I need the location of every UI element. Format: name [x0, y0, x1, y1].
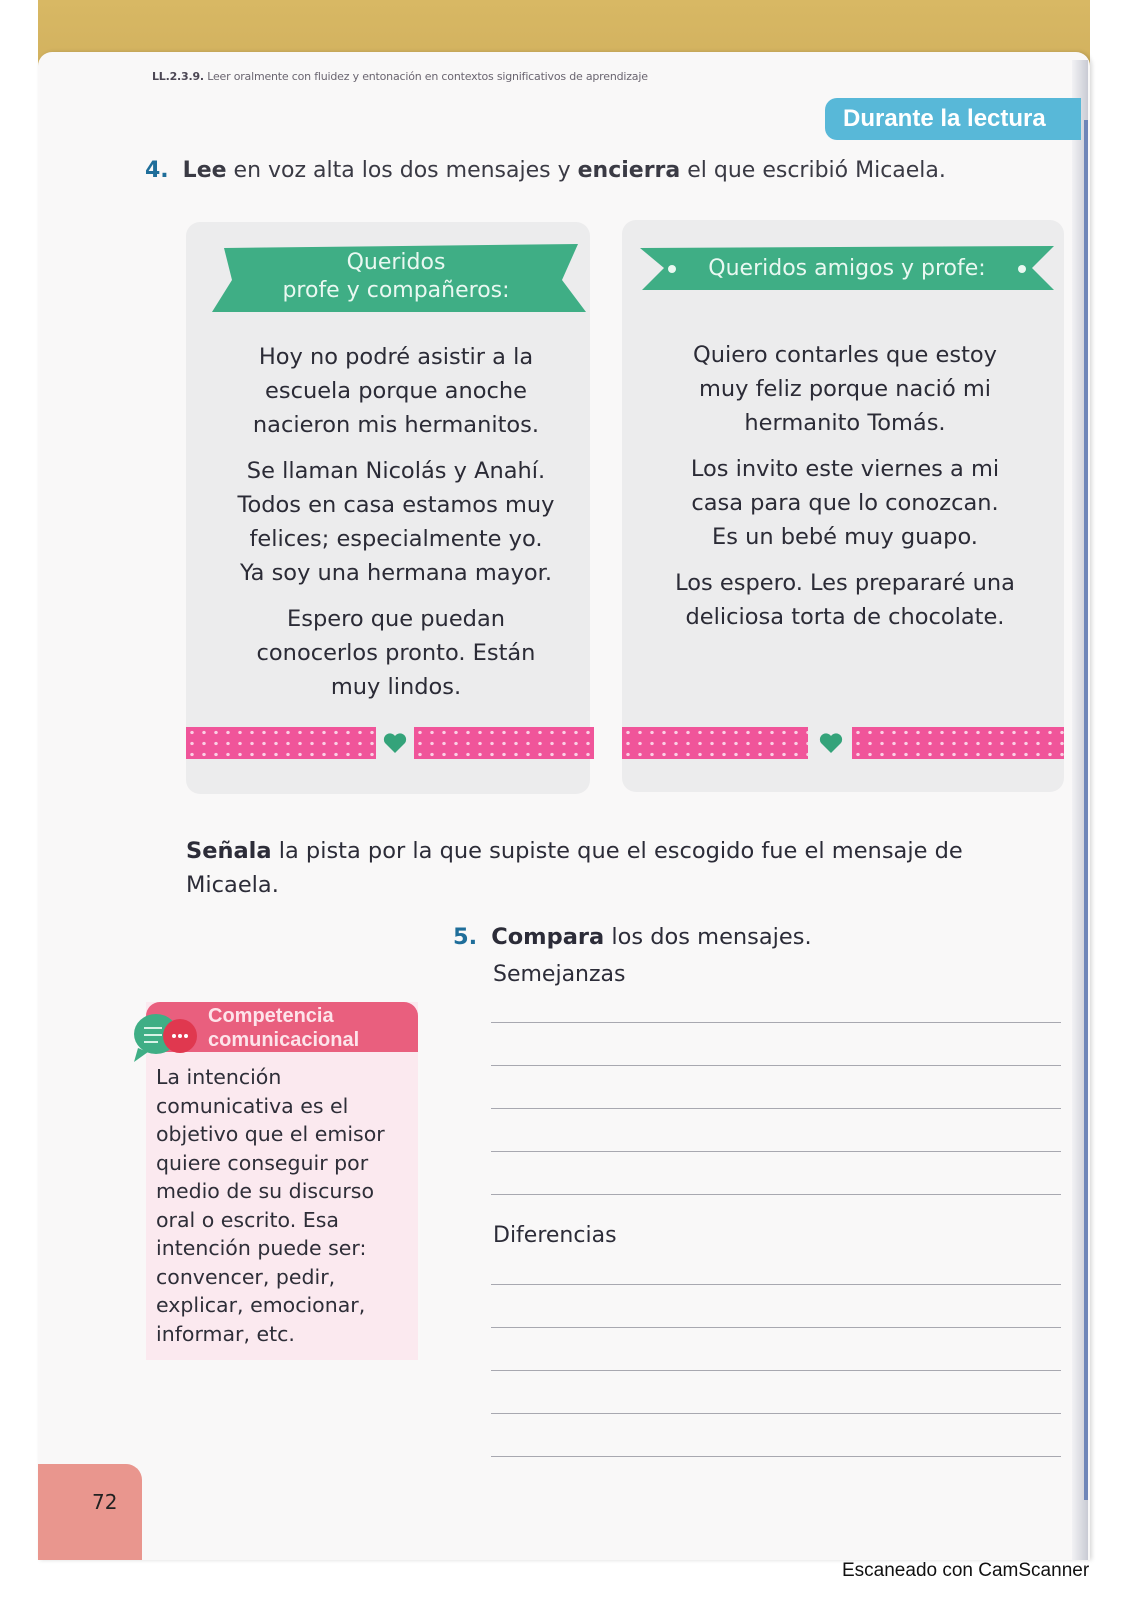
page-number-box — [38, 1464, 142, 1560]
text-line: explicar, emocionar, — [156, 1293, 366, 1317]
message-1-heading-ribbon — [206, 240, 586, 314]
text-line: conocerlos pronto. Están — [256, 640, 536, 666]
similarities-writing-line[interactable] — [491, 1065, 1061, 1066]
question-4-text-a: en voz alta los dos mensajes y — [226, 158, 578, 183]
question-5-number: 5. — [453, 924, 478, 950]
similarities-label: Semejanzas — [493, 962, 626, 987]
differences-writing-line[interactable] — [491, 1413, 1061, 1414]
text-line: Es un bebé muy guapo. — [712, 524, 978, 550]
differences-writing-line[interactable] — [491, 1456, 1061, 1457]
text-line: informar, etc. — [156, 1321, 295, 1346]
text-line: felices; especialmente yo. — [249, 526, 543, 552]
similarities-writing-line[interactable] — [491, 1151, 1061, 1152]
text-line: muy feliz porque nació mi — [698, 376, 992, 402]
competencia-title-line-2: comunicacional — [208, 1029, 360, 1051]
question-4-verb-read: Lee — [182, 158, 227, 183]
message-1-paragraph — [206, 602, 586, 704]
differences-writing-line[interactable] — [491, 1327, 1061, 1328]
text-line: objetivo que el emisor — [156, 1122, 385, 1146]
skill-standard — [152, 70, 648, 83]
text-line: La intención — [156, 1065, 282, 1089]
text-line: intención puede ser: — [156, 1236, 367, 1260]
tape-right — [414, 727, 594, 759]
differences-writing-line[interactable] — [491, 1284, 1061, 1285]
text-line: Espero que puedan — [287, 606, 505, 632]
text-line: deliciosa torta de chocolate. — [685, 604, 1005, 630]
message-2-heading-ribbon — [640, 244, 1054, 294]
message-2-pink-tape — [622, 727, 1064, 759]
message-1-body — [206, 340, 586, 716]
heart-icon — [382, 731, 408, 755]
skill-code: LL.2.3.9. — [152, 70, 204, 83]
question-5 — [453, 924, 812, 950]
text-line: Ya soy una hermana mayor. — [240, 560, 552, 586]
senala-text: la pista por la que supiste que el escogido fue el mensaje de Micaela. — [186, 838, 963, 898]
tape-left — [186, 727, 376, 759]
senala-verb: Señala — [186, 838, 272, 864]
competencia-text — [156, 1063, 412, 1348]
question-5-text: los dos mensajes. — [604, 924, 812, 950]
text-line: Los espero. Les prepararé una — [675, 570, 1015, 596]
text-line: medio de su discurso — [156, 1179, 374, 1203]
text-line: oral o escrito. Esa — [156, 1207, 339, 1232]
message-2-body — [640, 338, 1050, 646]
heart-icon — [818, 731, 844, 755]
text-line: nacieron mis hermanitos. — [252, 412, 540, 438]
text-line: convencer, pedir, — [156, 1264, 336, 1289]
similarities-writing-line[interactable] — [491, 1022, 1061, 1023]
competencia-title — [208, 1004, 359, 1052]
question-4 — [145, 158, 946, 183]
differences-writing-line[interactable] — [491, 1370, 1061, 1371]
text-line: muy lindos. — [330, 674, 462, 700]
text-line: Todos en casa estamos muy — [237, 492, 555, 518]
question-4-verb-circle: encierra — [577, 158, 681, 183]
scanner-watermark: Escaneado con CamScanner — [842, 1560, 1090, 1581]
tape-left — [622, 727, 808, 759]
message-1-pink-tape — [186, 727, 594, 759]
similarities-writing-line[interactable] — [491, 1194, 1061, 1195]
text-line: Los invito este viernes a mi — [690, 456, 1000, 482]
message-1-heading-line-1: Queridos — [346, 250, 446, 275]
text-line: escuela porque anoche — [265, 378, 527, 404]
message-1-paragraph — [206, 340, 586, 442]
scan-margin — [0, 0, 38, 1600]
similarities-writing-line[interactable] — [491, 1108, 1061, 1109]
senala-instruction — [186, 834, 1046, 902]
text-line: comunicativa es el — [156, 1093, 349, 1118]
section-tag: Durante la lectura — [825, 98, 1081, 140]
differences-label: Diferencias — [493, 1223, 617, 1248]
skill-text: Leer oralmente con fluidez y entonación en contextos significativos de aprendizaje — [207, 70, 648, 83]
question-4-number: 4. — [145, 158, 169, 183]
question-5-verb: Compara — [491, 924, 605, 950]
message-2-paragraph — [640, 338, 1050, 440]
text-line: casa para que lo conozcan. — [691, 490, 999, 516]
page-edge-line — [1084, 120, 1088, 1500]
message-2-paragraph — [640, 566, 1050, 634]
tape-right — [852, 727, 1064, 759]
message-2-heading: Queridos amigos y profe: — [708, 256, 986, 281]
text-line: quiere conseguir por — [156, 1150, 369, 1175]
page-number: 72 — [92, 1490, 118, 1514]
message-2-paragraph — [640, 452, 1050, 554]
text-line: Se llaman Nicolás y Anahí. — [246, 458, 546, 484]
competencia-title-line-1: Competencia — [208, 1005, 334, 1027]
text-line: Hoy no podré asistir a la — [258, 344, 534, 370]
speech-bubbles-icon — [132, 1008, 204, 1064]
message-1-paragraph — [206, 454, 586, 590]
question-4-text-b: el que escribió Micaela. — [680, 158, 946, 183]
message-1-heading-line-2: profe y compañeros: — [282, 278, 510, 303]
text-line: hermanito Tomás. — [744, 410, 946, 436]
text-line: Quiero contarles que estoy — [693, 342, 997, 368]
